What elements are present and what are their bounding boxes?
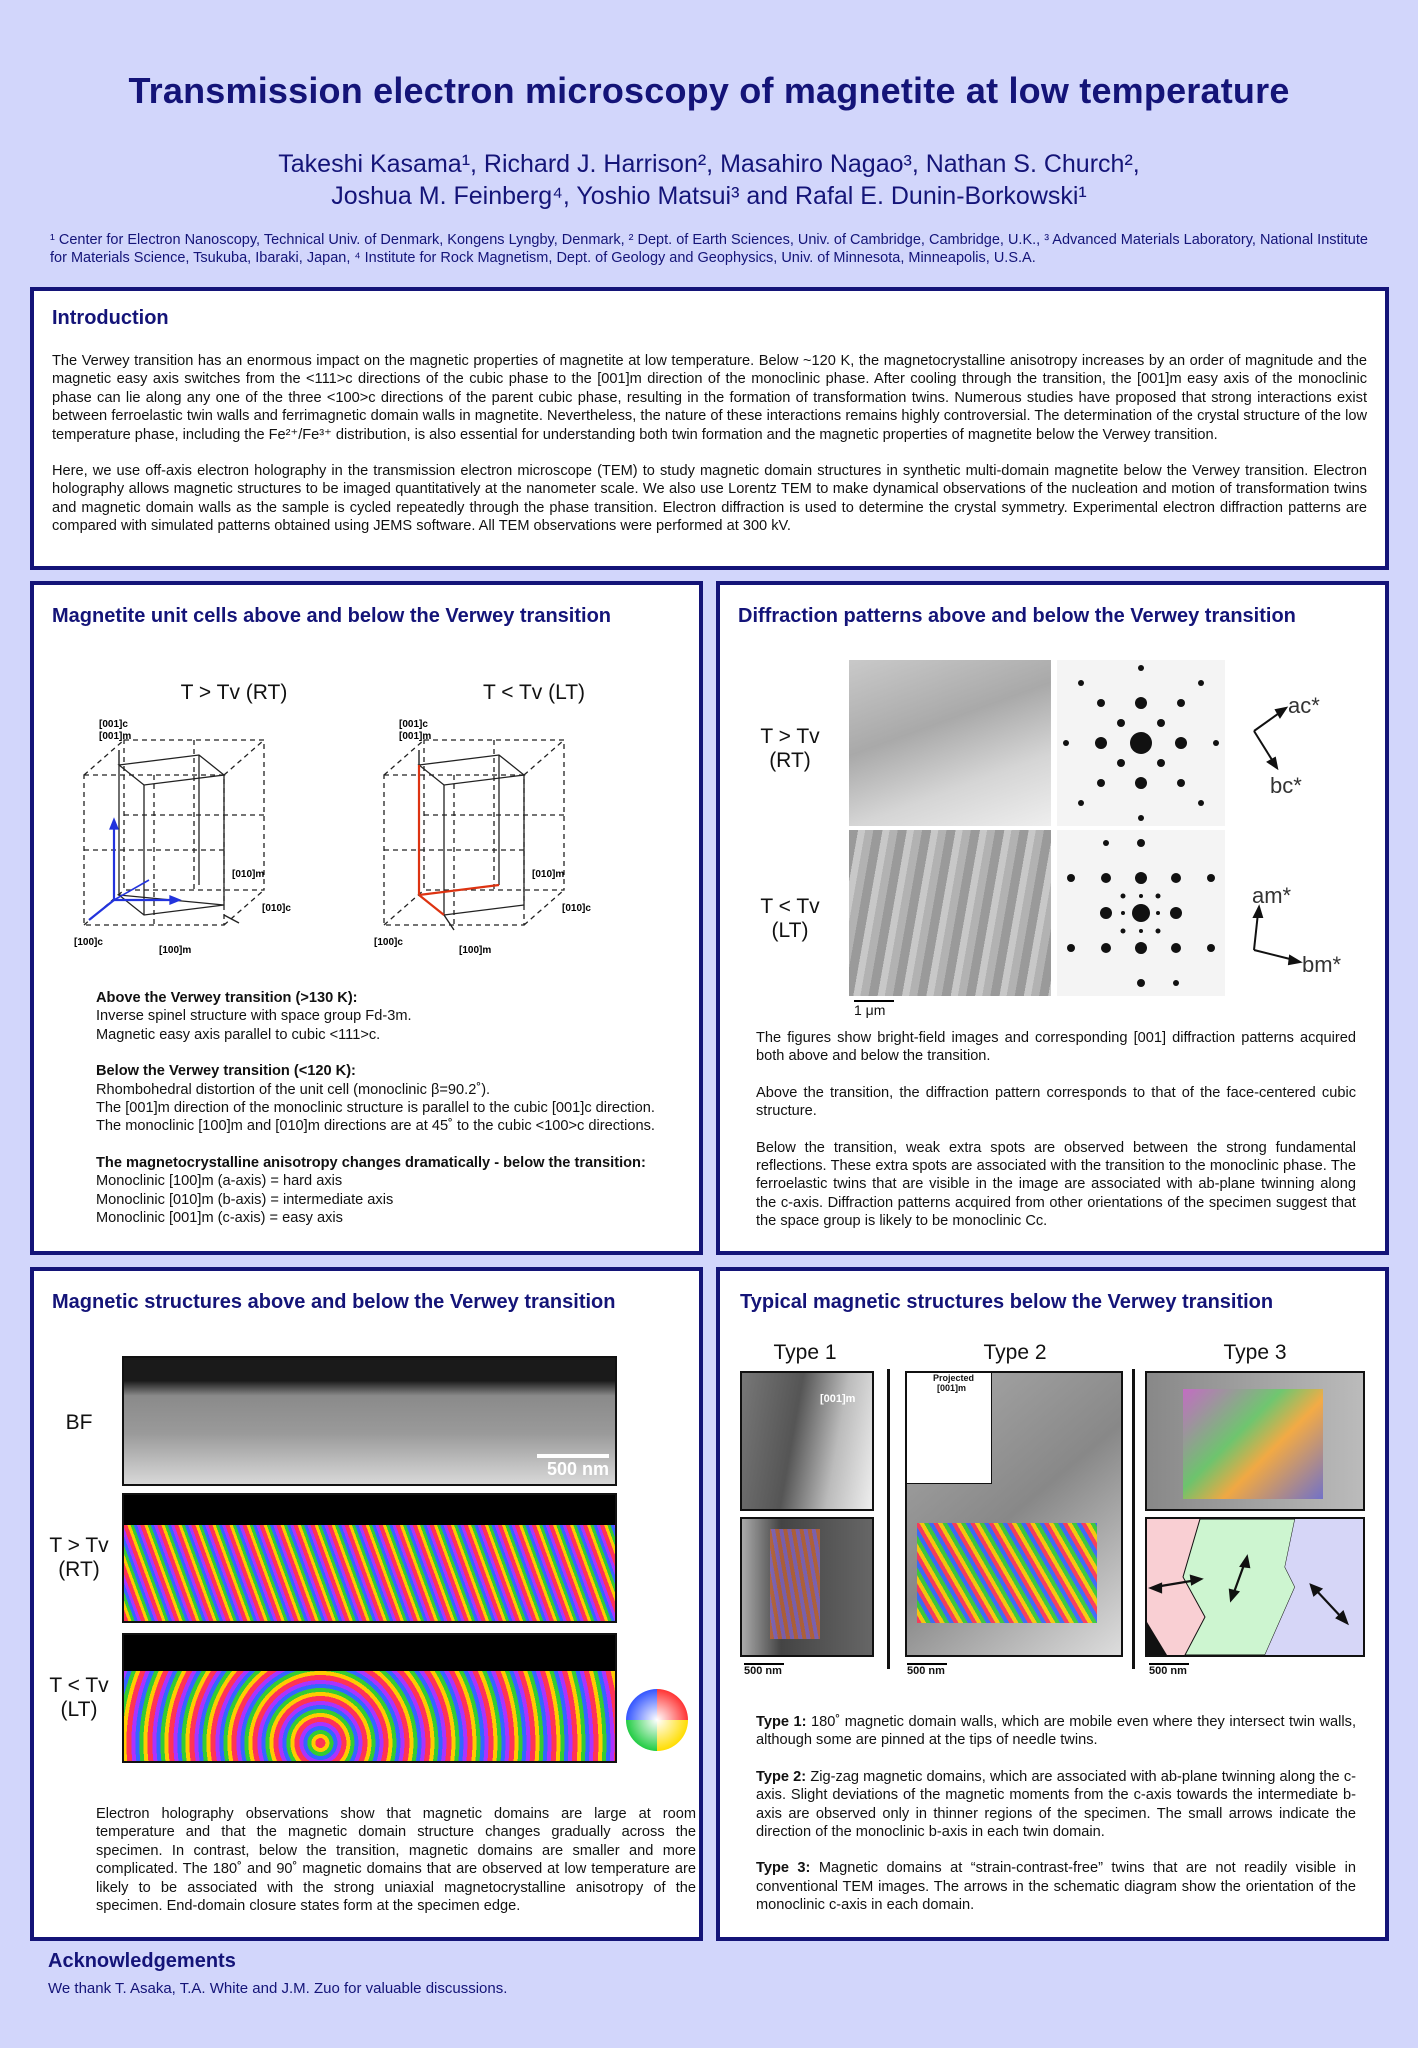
rt-axis-010m: [010]m (232, 869, 265, 880)
unit-cell-rt-label: T > Tv (RT) (180, 681, 288, 704)
type2-inset: Projected [001]m (907, 1373, 992, 1484)
axis-ac-label: ac* (1288, 693, 1320, 718)
rt-axis-100c: [100]c (74, 937, 103, 948)
type3-label: Type 3 (1223, 1341, 1287, 1364)
type2-label: Type 2 (983, 1341, 1047, 1364)
type2-image (905, 1371, 1123, 1657)
type3-holography-image (1145, 1371, 1365, 1511)
type1-description: Type 1: 180˚ magnetic domain walls, which are mobile even where they intersect twin walls, although some are pinned at the tips of needle twins. (756, 1714, 1356, 1749)
unit-cells-text (96, 989, 696, 1227)
lt-axis-010c: [010]c (562, 903, 591, 914)
below-heading: Below the Verwey transition (<120 K): (96, 1063, 356, 1080)
diffraction-pattern-lt (1057, 830, 1225, 996)
holography-lt-label: T < Tv (LT) (39, 1674, 119, 1722)
type3-scale-label: 500 nm (1149, 1665, 1187, 1677)
acknowledgements-heading: Acknowledgements (48, 1950, 236, 1972)
separator-2 (1132, 1369, 1135, 1669)
type3-schematic (1145, 1517, 1365, 1657)
unit-cell-lt-label: T < Tv (LT) (482, 681, 586, 704)
type1-label: Type 1 (773, 1341, 837, 1364)
diffraction-text (756, 1029, 1356, 1231)
typical-structures-panel (716, 1267, 1389, 1941)
poster-title: Transmission electron microscopy of magnetite at low temperature (128, 70, 1290, 111)
anisotropy-line-3: Monoclinic [001]m (c-axis) = easy axis (96, 1210, 343, 1227)
unit-cell-diagrams (74, 715, 674, 955)
magnetic-structures-panel (30, 1267, 703, 1941)
diffraction-pattern-rt (1057, 660, 1225, 826)
bf-scale-label: 500 nm (546, 1459, 609, 1479)
diffraction-lt-label: T < Tv (LT) (760, 895, 820, 942)
introduction-paragraph-2: Here, we use off-axis electron holography in the transmission electron microscope (TEM) to study magnetic domain structures in synthetic multi-domain magnetite below the Verwey transition. Electron holography allows magnetic structures to be imaged quantitatively at the nanometer scale. We also use Lorentz TEM to make dynamical observations of the nucleation and motion of transformation twins and magnetic domain walls as the sample is cycled repeatedly through the phase transition. Electron diffraction is used to determine the crystal symmetry. Experimental electron diffraction patterns are compared with simulated patterns obtained using JEMS software. All TEM observations were performed at 300 kV. (52, 463, 1367, 535)
type2-description: Type 2: Zig-zag magnetic domains, which are associated with ab-plane twinning along the c-axis. Slight deviations of the magnetic moments from the c-axis towards the intermediate b-axis are observed only in thinner regions of the specimen. The small arrows indicate the direction of the monoclinic b-axis in each twin domain. (756, 1768, 1356, 1841)
unit-cell-lt (384, 740, 564, 930)
bf-scale-bar (537, 1454, 609, 1458)
lt-axis-100c: [100]c (374, 937, 403, 948)
unit-cells-panel (30, 581, 703, 1255)
typical-structures-heading: Typical magnetic structures below the Verwey transition (740, 1291, 1274, 1313)
acknowledgements-text: We thank T. Asaka, T.A. White and J.M. Zuo for valuable discussions. (48, 1980, 508, 1997)
holography-map-rt (122, 1493, 617, 1623)
rt-axis-010c: [010]c (262, 903, 291, 914)
diffraction-rt-label: T > Tv (RT) (760, 725, 820, 772)
type2-scale-label: 500 nm (907, 1665, 945, 1677)
typical-structures-text (756, 1713, 1356, 1915)
above-line-1: Inverse spinel structure with space group Fd-3m. (96, 1008, 412, 1025)
rt-axis-001m: [001]m (99, 731, 132, 742)
diffraction-paragraph-1: The figures show bright-field images and corresponding [001] diffraction patterns acquired both above and below the transition. (756, 1030, 1356, 1065)
below-line-1: Rhombohedral distortion of the unit cell (monoclinic β=90.2˚). (96, 1081, 491, 1098)
bright-field-strip (122, 1356, 617, 1486)
authors-line-1: Takeshi Kasama¹, Richard J. Harrison², Masahiro Nagao³, Nathan S. Church², (278, 150, 1140, 178)
lt-axis-100m: [100]m (459, 945, 492, 955)
lt-axis-001c: [001]c (399, 719, 428, 730)
diffraction-scale-label: 1 μm (854, 1002, 886, 1018)
axis-am-label: am* (1252, 883, 1292, 908)
bright-field-image-rt (849, 660, 1051, 826)
unit-cells-heading: Magnetite unit cells above and below the Verwey transition (52, 605, 612, 627)
magnetic-structures-text: Electron holography observations show that magnetic domains are large at room temperature and that the magnetic domain structure changes gradually across the specimen. In contrast, below the transition, magnetic domains are smaller and more complicated. The 180˚ and 90˚ magnetic domains that are observed at low temperature are likely to be associated with the strong uniaxial magnetocrystalline anisotropy of the specimen. End-domain closure states form at the specimen edge. (96, 1806, 696, 1915)
bright-field-image-lt (849, 830, 1051, 996)
authors-line-2: Joshua M. Feinberg⁴, Yoshio Matsui³ and Rafal E. Dunin-Borkowski¹ (331, 182, 1087, 210)
type1-tem-image (740, 1371, 874, 1511)
type1-scale-label: 500 nm (744, 1665, 782, 1677)
affiliations: ¹ Center for Electron Nanoscopy, Technical Univ. of Denmark, Kongens Lyngby, Denmark, ² Dept. of Earth Sciences, Univ. of Cambridge, Cambridge, U.K., ³ Advanced Materials Laboratory, National Institute for Materials Science, Tsukuba, Ibaraki, Japan, ⁴ Institute for Rock Magnetism, Dept. of Geology and Geophysics, Univ. of Minnesota, Minneapolis, U.S.A. (50, 232, 1368, 266)
color-wheel-icon (626, 1689, 688, 1751)
type1-holography-image (740, 1517, 874, 1657)
author-list (0, 148, 1418, 212)
lt-axis-001m: [001]m (399, 731, 432, 742)
diffraction-paragraph-3: Below the transition, weak extra spots are observed between the strong fundamental reflections. These extra spots are associated with the transition to the monoclinic phase. The ferroelastic twins that are visible in the image are associated with ab-plane twinning along the c-axis. Diffraction patterns acquired from other orientations of the specimen suggest that the space group is likely to be monoclinic Cc. (756, 1139, 1356, 1230)
axis-bm-label: bm* (1302, 952, 1342, 977)
introduction-panel (30, 287, 1389, 570)
holography-rt-label: T > Tv (RT) (49, 1534, 109, 1581)
separator-1 (887, 1369, 890, 1669)
holography-lt-label-2: (LT) (60, 1698, 98, 1721)
introduction-heading: Introduction (52, 307, 169, 329)
anisotropy-line-2: Monoclinic [010]m (b-axis) = intermediate axis (96, 1191, 394, 1208)
type1-axis-label: [001]m (820, 1393, 856, 1405)
diffraction-heading: Diffraction patterns above and below the Verwey transition (738, 605, 1296, 627)
diffraction-panel (716, 581, 1389, 1255)
unit-cell-rt (84, 740, 264, 925)
above-line-2: Magnetic easy axis parallel to cubic <111>c. (96, 1026, 381, 1043)
diffraction-paragraph-2: Above the transition, the diffraction pattern corresponds to that of the face-centered cubic structure. (756, 1084, 1356, 1120)
bf-label: BF (65, 1411, 93, 1434)
anisotropy-line-1: Monoclinic [100]m (a-axis) = hard axis (96, 1173, 343, 1190)
anisotropy-heading: The magnetocrystalline anisotropy changes dramatically - below the transition: (96, 1154, 646, 1171)
rt-axis-100m: [100]m (159, 945, 192, 955)
holography-map-lt (122, 1633, 617, 1763)
above-heading: Above the Verwey transition (>130 K): (96, 990, 358, 1006)
introduction-paragraph-1: The Verwey transition has an enormous impact on the magnetic properties of magnetite at low temperature. Below ~120 K, the magnetocrystalline anisotropy increases by an order of magnitude and the magnetic easy axis switches from the <111>c directions of the cubic phase to the [001]m direction of the monoclinic phase. After cooling through the transition, the [001]m easy axis of the monoclinic phase can lie along any one of the three <100>c directions of the parent cubic phase, resulting in the formation of transformation twins. Numerous studies have proposed that strong interactions exist between ferroelastic twin walls and ferrimagnetic domain walls in magnetite. Nevertheless, the nature of these interactions remains highly controversial. The determination of the crystal structure of the low temperature phase, including the Fe²⁺/Fe³⁺ distribution, is also essential for understanding both twin formation and the magnetic properties of magnetite below the Verwey transition. (52, 353, 1367, 443)
magnetic-structures-heading: Magnetic structures above and below the Verwey transition (52, 1291, 616, 1313)
type3-description: Type 3: Magnetic domains at “strain-contrast-free” twins that are not readily visible in conventional TEM images. The arrows in the schematic diagram show the orientation of the monoclinic c-axis in each domain. (756, 1860, 1356, 1914)
rt-axis-001c: [001]c (99, 719, 128, 730)
lt-axis-010m: [010]m (532, 869, 565, 880)
below-line-2: The [001]m direction of the monoclinic structure is parallel to the cubic [001]c direction. (96, 1100, 655, 1117)
below-line-3: The monoclinic [100]m and [010]m directions are at 45˚ to the cubic <100>c directions. (96, 1118, 655, 1135)
reciprocal-axes (1230, 675, 1380, 1005)
axis-bc-label: bc* (1270, 773, 1302, 798)
